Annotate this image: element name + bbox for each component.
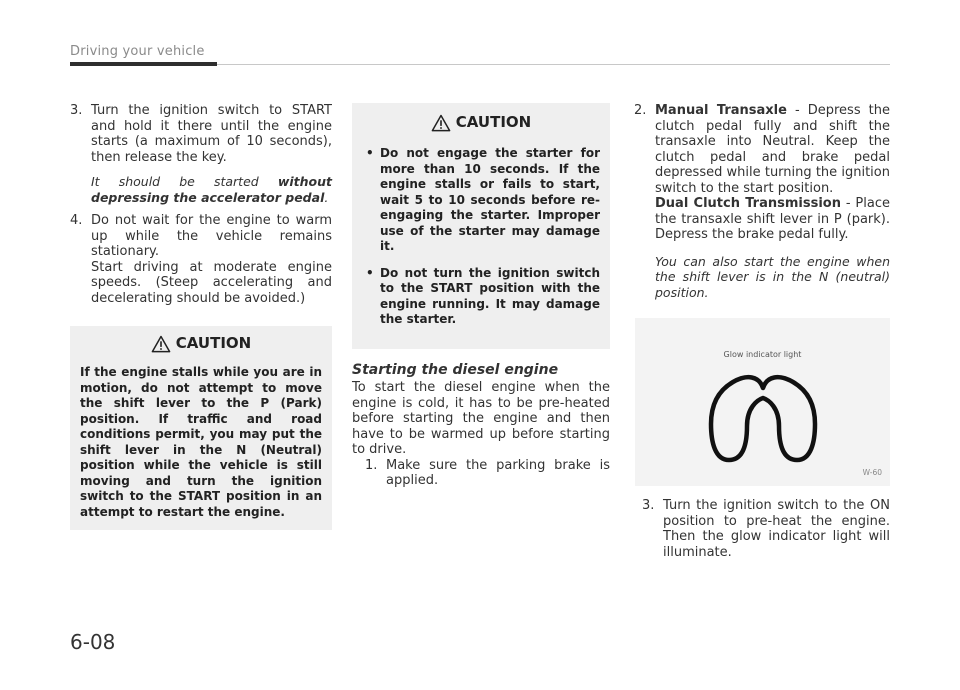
step-number: 3.	[70, 103, 83, 118]
step-number: 4.	[70, 213, 83, 228]
step-text: Make sure the parking brake is applied.	[386, 457, 610, 488]
warning-triangle-icon	[431, 114, 451, 132]
page-section-title: Driving your vehicle	[70, 44, 205, 59]
column-middle	[352, 103, 610, 489]
caution-list	[362, 146, 600, 328]
caution-title: CAUTION	[455, 113, 532, 132]
caution-box-starter	[352, 103, 610, 349]
dct-text: - Place the transaxle shift lever in P (park). Depress the brake pedal fully.	[655, 196, 890, 242]
glow-plug-icon	[707, 364, 819, 464]
caution-header	[362, 114, 600, 132]
step-number: 1.	[365, 457, 378, 473]
accelerator-note	[70, 174, 332, 205]
figure-code: W-60	[862, 467, 882, 477]
caution-text: If the engine stalls while you are in motion, do not attempt to move the shift lever to the P (Park) position. If traffic and road conditions permit, you may put the shift lever in the N (Neutral) position while the vehicle is still moving and turn the ignition switch to the START position in an attempt to restart the engine.	[80, 365, 322, 519]
step-text-continued: Start driving at moderate engine speeds. (Steep accelerating and decelerating should be avoided.)	[91, 259, 332, 306]
caution-item: • Do not engage the starter for more than 10 seconds. If the engine stalls or fails to start, wait 5 to 10 seconds before re-engaging the starter. Improper use of the starter may damage it.	[362, 146, 600, 255]
column-right	[634, 103, 890, 560]
caution-header	[80, 335, 322, 353]
dct-label: Dual Clutch Transmission	[655, 196, 841, 211]
warning-triangle-icon	[151, 335, 171, 353]
page-number: 6-08	[70, 630, 116, 654]
step-text: Turn the ignition switch to the ON position to pre-heat the engine. Then the glow indicator light will illuminate.	[663, 498, 890, 560]
step-3-preheat	[642, 498, 890, 560]
header-accent-bar	[70, 62, 217, 66]
step-number: 3.	[642, 498, 655, 513]
dct-paragraph	[655, 196, 890, 243]
note-emphasis: without depressing the accelerator pedal	[91, 174, 332, 205]
figure-label: Glow indicator light	[723, 350, 802, 359]
note-text: It should be started	[91, 174, 278, 189]
glow-indicator-figure	[635, 318, 890, 486]
step-2-transmission	[634, 103, 890, 243]
section-intro: To start the diesel engine when the engine is cold, it has to be pre-heated before starting the engine and then have to be warmed up before starting to drive.	[352, 380, 610, 457]
step-1-parking-brake	[365, 458, 610, 489]
manual-transaxle-label: Manual Transaxle	[655, 103, 787, 118]
neutral-note: You can also start the engine when the shift lever is in the N (neutral) position.	[655, 253, 890, 300]
section-heading: Starting the diesel engine	[352, 361, 559, 378]
caution-title: CAUTION	[175, 334, 252, 353]
step-number: 2.	[634, 103, 647, 118]
manual-transaxle-text: - Depress the clutch pedal fully and shift the transaxle into Neutral. Keep the clutch pedal and brake pedal depressed while turning the ignition switch to the start position.	[655, 103, 890, 196]
step-3-start	[70, 103, 332, 165]
caution-item: • Do not turn the ignition switch to the START position with the engine running. It may damage the starter.	[362, 266, 600, 328]
step-4-warmup	[70, 213, 332, 306]
note-end: .	[324, 189, 329, 205]
header-divider	[217, 64, 890, 65]
column-left	[70, 103, 332, 530]
step-text: Do not wait for the engine to warm up while the vehicle remains stationary.	[91, 213, 332, 259]
caution-box-stall	[70, 326, 332, 530]
step-text: Turn the ignition switch to START and hold it there until the engine starts (a maximum of 10 seconds), then release the key.	[91, 103, 332, 165]
